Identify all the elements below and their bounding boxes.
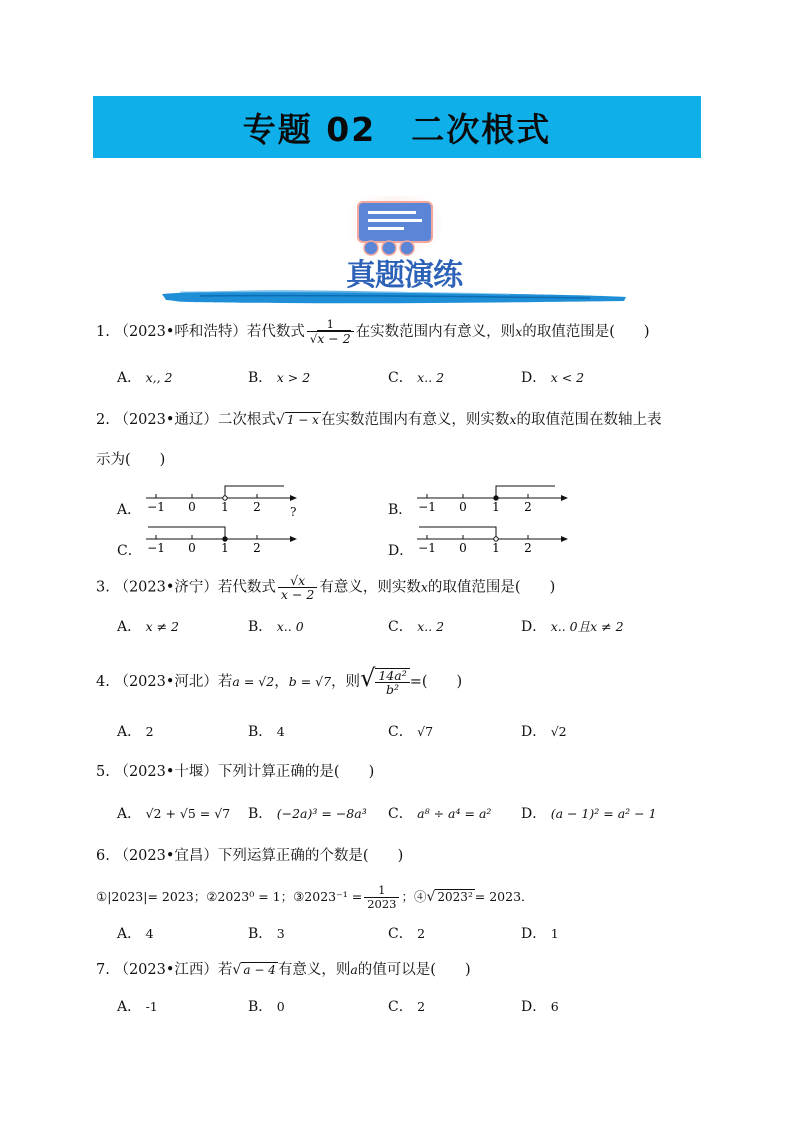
option-a[interactable]: A． -1 bbox=[117, 999, 158, 1015]
question-stem: （2023•呼和浩特）若代数式 bbox=[114, 324, 305, 340]
tick-label: 0 bbox=[459, 541, 467, 555]
section-title: 真题演练 bbox=[346, 258, 462, 293]
number-line-c bbox=[142, 523, 302, 565]
question-stem: （2023•宜昌）下列运算正确的个数是( ) bbox=[114, 848, 404, 864]
axis-arrow-icon bbox=[561, 495, 568, 501]
open-point bbox=[494, 537, 498, 541]
range-bracket bbox=[225, 486, 284, 498]
axis-arrow-icon bbox=[290, 536, 297, 542]
range-bracket bbox=[419, 527, 496, 539]
fraction: $\frac{√x}{x - 2}$ bbox=[278, 574, 317, 601]
option-c[interactable]: C． bbox=[117, 543, 142, 559]
open-point bbox=[223, 496, 227, 500]
stray-mark: ? bbox=[290, 505, 297, 519]
option-c[interactable]: C． 2 bbox=[388, 999, 426, 1015]
number-line-b bbox=[413, 482, 573, 524]
option-d[interactable]: D． 1 bbox=[521, 926, 559, 942]
tick-label: 2 bbox=[524, 541, 532, 555]
tick-label: 1 bbox=[221, 500, 229, 514]
question-7: 7. （2023•江西）若√ a − 4 有意义，则a的值可以是( ) bbox=[96, 962, 471, 978]
tick-label: 2 bbox=[253, 500, 261, 514]
question-number: 1. bbox=[96, 324, 110, 340]
tick-label: 0 bbox=[188, 500, 196, 514]
option-d[interactable]: D． x.. 0且x ≠ 2 bbox=[521, 619, 624, 635]
question-2-line2: 示为( ) bbox=[96, 452, 166, 468]
option-b[interactable]: B． 4 bbox=[248, 724, 285, 740]
range-bracket bbox=[148, 527, 225, 539]
question-1: 1. （2023•呼和浩特）若代数式 $\frac{1}{√x - 2}$ 在实数范围内有意义，则x的取值范围是( ) bbox=[96, 317, 650, 346]
section-emblem bbox=[160, 196, 630, 312]
tick-label: 1 bbox=[492, 500, 500, 514]
option-a[interactable]: A． x,, 2 bbox=[117, 370, 173, 386]
fraction: $\frac{1}{√x - 2}$ bbox=[307, 318, 354, 346]
number-line-d bbox=[413, 523, 573, 565]
radical: √ 1 − x bbox=[275, 412, 319, 428]
tick-label: 0 bbox=[459, 500, 467, 514]
radical: √ a − 4 bbox=[232, 962, 276, 978]
option-d[interactable]: D． bbox=[388, 543, 414, 559]
question-3: 3. （2023•济宁）若代数式 $\frac{√x}{x - 2}$ 有意义，则实数x的取值范围是( ) bbox=[96, 573, 556, 602]
option-b[interactable]: B． 3 bbox=[248, 926, 285, 942]
closed-point bbox=[223, 537, 227, 541]
tick-label: −1 bbox=[147, 541, 165, 555]
tick-label: −1 bbox=[418, 541, 436, 555]
option-b[interactable]: B． x > 2 bbox=[248, 370, 311, 386]
tick-label: 2 bbox=[524, 500, 532, 514]
question-6-statements: ①|2023|= 2023；②2023⁰ = 1；③2023⁻¹ = $\frac{1}{2023}$ ；④√ 2023² = 2023． bbox=[96, 883, 534, 911]
title-banner bbox=[93, 96, 701, 158]
option-c[interactable]: C． x.. 2 bbox=[388, 619, 445, 635]
question-stem: （2023•济宁）若代数式 bbox=[114, 579, 276, 596]
page-title: 专题 02 二次根式 bbox=[242, 110, 552, 149]
option-a[interactable]: A． 4 bbox=[117, 926, 154, 942]
closed-point bbox=[494, 496, 498, 500]
range-bracket bbox=[496, 486, 555, 498]
question-6: 6. （2023•宜昌）下列运算正确的个数是( ) bbox=[96, 848, 404, 864]
radical: √ 2023² bbox=[426, 889, 473, 905]
radical: √ $\frac{\text{14a²}}{\text{b²}}$ bbox=[360, 668, 410, 696]
option-c[interactable]: C． x.. 2 bbox=[388, 370, 445, 386]
question-stem: （2023•河北）若 bbox=[114, 674, 233, 690]
option-b[interactable]: B． bbox=[388, 502, 413, 518]
fraction: $\frac{1}{2023}$ bbox=[364, 884, 399, 911]
option-a[interactable]: A． x ≠ 2 bbox=[117, 619, 180, 635]
question-2: 2. （2023•通辽）二次根式√ 1 − x 在实数范围内有意义，则实数x的取值范围在数轴上表 bbox=[96, 412, 662, 428]
tick-label: 1 bbox=[221, 541, 229, 555]
option-c[interactable]: C． 2 bbox=[388, 926, 426, 942]
axis-arrow-icon bbox=[561, 536, 568, 542]
option-d[interactable]: D． 6 bbox=[521, 999, 559, 1015]
question-stem: （2023•通辽）二次根式 bbox=[114, 412, 276, 428]
number-line-a bbox=[142, 482, 302, 524]
tick-label: 0 bbox=[188, 541, 196, 555]
option-c[interactable]: C． √7 bbox=[388, 724, 434, 740]
tick-label: 2 bbox=[253, 541, 261, 555]
option-a[interactable]: A． 2 bbox=[117, 724, 154, 740]
axis-arrow-icon bbox=[290, 495, 297, 501]
option-b[interactable]: B． 0 bbox=[248, 999, 285, 1015]
question-4: 4. （2023•河北）若a = √2，b = √7，则√ $\frac{\text{14a²}}{\text{b²}}$ =( ) bbox=[96, 664, 463, 697]
option-b[interactable]: B． (−2a)³ = −8a³ bbox=[248, 806, 367, 822]
option-c[interactable]: C． a⁸ ÷ a⁴ = a² bbox=[388, 806, 492, 822]
option-a[interactable]: A． √2 + √5 = √7 bbox=[117, 806, 231, 822]
question-5: 5. （2023•十堰）下列计算正确的是( ) bbox=[96, 764, 375, 780]
option-d[interactable]: D． x < 2 bbox=[521, 370, 585, 386]
tick-label: −1 bbox=[147, 500, 165, 514]
option-d[interactable]: D． √2 bbox=[521, 724, 567, 740]
option-d[interactable]: D． (a − 1)² = a² − 1 bbox=[521, 806, 657, 822]
tick-label: 1 bbox=[492, 541, 500, 555]
tick-label: −1 bbox=[418, 500, 436, 514]
option-b[interactable]: B． x.. 0 bbox=[248, 619, 304, 635]
option-a[interactable]: A． bbox=[117, 502, 142, 518]
question-stem: （2023•江西）若 bbox=[114, 962, 233, 978]
question-stem: （2023•十堰）下列计算正确的是( ) bbox=[114, 764, 375, 780]
